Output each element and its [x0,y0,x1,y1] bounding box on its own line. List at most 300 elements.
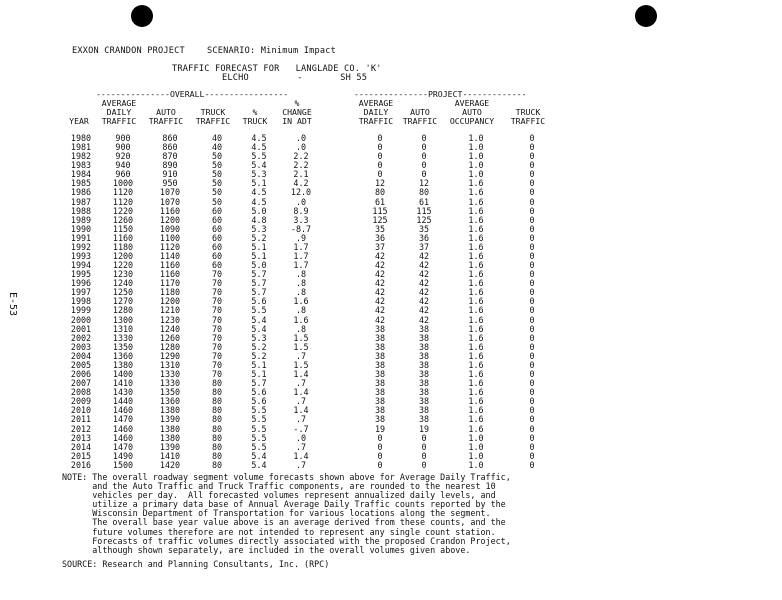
table-cell: 1.7 [293,260,309,271]
table-cell: 80 [211,378,223,389]
table-cell: .8 [295,269,307,280]
table-cell: 42 [374,296,386,307]
table-cell: 4.5 [251,133,267,143]
table-cell: 60 [211,241,223,252]
table-cell: 2015 [70,450,92,461]
table-cell: .7 [295,396,307,407]
table-cell: 1.0 [468,151,484,162]
table-cell: 1998 [70,296,92,307]
table-cell: 5.4 [251,160,267,171]
table-cell: 38 [374,396,386,407]
table-cell: 2000 [70,314,92,325]
table-cell: 38 [418,378,430,389]
table-cell: 1981 [70,142,92,153]
table-cell: 5.3 [251,223,267,234]
table-cell: 2012 [70,423,92,434]
table-cell: 1990 [70,223,92,234]
table-cell: 0 [529,305,535,316]
table-cell: 1.6 [468,332,484,343]
table-cell: 1270 [112,296,134,307]
table-cell: 1.6 [468,196,484,207]
table-cell: 1090 [159,223,181,234]
table-cell: 2.2 [293,160,309,171]
table-cell: 0 [529,241,535,252]
table-cell: 0 [529,341,535,352]
table-cell: 42 [374,305,386,316]
table-cell: 1.6 [293,296,309,307]
table-cell: 1200 [112,251,134,262]
table-cell: 1.0 [468,133,484,143]
table-cell: 1996 [70,278,92,289]
table-cell: 0 [529,423,535,434]
table-cell: .0 [295,432,307,443]
table-cell: 42 [418,260,430,271]
table-cell: 1150 [112,223,134,234]
table-cell: 1.6 [468,369,484,380]
table-cell: 1100 [159,232,181,243]
table-cell: 70 [211,323,223,334]
table-cell: 0 [529,387,535,398]
table-cell: 0 [529,160,535,171]
table-cell: 1310 [159,359,181,370]
table-cell: 42 [418,278,430,289]
table-cell: 4.5 [251,142,267,153]
table-cell: 50 [211,196,223,207]
table-cell: 1330 [159,369,181,380]
table-cell: 1330 [112,332,134,343]
table-cell: 0 [529,178,535,189]
table-cell: 42 [418,314,430,325]
table-cell: 5.4 [251,314,267,325]
table-cell: 38 [418,332,430,343]
table-cell: 0 [529,151,535,162]
table-cell: 1460 [112,405,134,416]
table-cell: 1.6 [468,396,484,407]
binder-hole-right [635,5,657,27]
table-cell: .0 [295,133,307,143]
table-cell: 1210 [159,305,181,316]
table-cell: 12 [418,178,430,189]
table-cell: 5.5 [251,423,267,434]
table-cell: 1985 [70,178,92,189]
table-cell: 0 [529,214,535,225]
table-cell: 70 [211,359,223,370]
table-cell: 1.6 [468,178,484,189]
project-group-header: ---------------PROJECT------------- [354,89,527,99]
table-cell: 12 [374,178,386,189]
table-cell: 0 [529,196,535,207]
table-cell: 1.4 [293,369,309,380]
table-cell: 12.0 [290,187,312,198]
table-cell: 1380 [159,432,181,443]
table-cell: 1.6 [468,296,484,307]
table-cell: 1360 [159,396,181,407]
table-cell: 2004 [70,350,92,361]
table-cell: 1330 [159,378,181,389]
column-header: TRUCK TRAFFIC [510,107,546,126]
table-cell: 5.1 [251,359,267,370]
column-header: AUTO TRAFFIC [148,107,184,126]
table-cell: .7 [295,378,307,389]
table-cell: 860 [162,142,178,153]
table-cell: 2008 [70,387,92,398]
table-cell: 42 [374,260,386,271]
table-cell: 1350 [112,341,134,352]
table-cell: 0 [529,450,535,461]
table-cell: 0 [529,232,535,243]
table-cell: 0 [529,260,535,271]
table-cell: 920 [115,151,131,162]
table-cell: 38 [418,369,430,380]
table-cell: 0 [529,332,535,343]
table-cell: 4.5 [251,187,267,198]
table-cell: 0 [529,414,535,425]
table-cell: 70 [211,341,223,352]
table-cell: 1120 [159,241,181,252]
table-cell: 1120 [112,187,134,198]
table-cell: 50 [211,178,223,189]
table-cell: 900 [115,133,131,143]
column-header: % CHANGE IN ADT [282,98,312,126]
table-cell: 0 [377,133,383,143]
table-cell: -8.7 [290,223,312,234]
table-cell: 60 [211,223,223,234]
table-cell: 4.5 [251,196,267,207]
table-note: NOTE: The overall roadway segment volume forecasts shown above for Average Daily Traffic, and the Auto Traffic and Truck Traffic components, are rounded to the nearest 10 vehicles per day. All forecasted volumes represent annualized daily levels, and utilize a primary data base of Annual Average Daily Traffic counts reported by the Wisconsin Department of Transportation for various locations along the segment. The overall base year value above is an average derived from these counts, and the future volumes therefore are not intended to represent any single count station. Forecasts of traffic volumes directly associated with the proposed Crandon Project, although shown separately, are included in the overall volumes given above. [62,472,511,555]
table-cell: 36 [418,232,430,243]
table-cell: 40 [211,142,223,153]
table-cell: 1.6 [468,414,484,425]
table-cell: 5.1 [251,369,267,380]
table-cell: 1470 [112,414,134,425]
table-cell: 2.1 [293,169,309,180]
table-cell: 0 [421,133,427,143]
table-cell: .8 [295,287,307,298]
table-cell: 2016 [70,459,92,470]
table-cell: 0 [421,151,427,162]
table-cell: 4.8 [251,214,267,225]
table-cell: 0 [529,323,535,334]
table-cell: 38 [418,359,430,370]
table-cell: .7 [295,350,307,361]
forecast-title: TRAFFIC FORECAST FOR LANGLADE CO. 'K' [172,64,382,74]
table-cell: 0 [529,441,535,452]
table-cell: 70 [211,369,223,380]
table-cell: 1.6 [468,305,484,316]
table-cell: 1987 [70,196,92,207]
table-cell: 5.5 [251,432,267,443]
table-cell: 42 [418,287,430,298]
table-cell: 1160 [159,269,181,280]
table-cell: 1995 [70,269,92,280]
table-cell: 0 [529,133,535,143]
table-cell: 0 [529,314,535,325]
table-cell: 1260 [159,332,181,343]
table-cell: 70 [211,332,223,343]
table-cell: 1410 [112,378,134,389]
table-cell: 5.0 [251,260,267,271]
table-cell: 70 [211,269,223,280]
table-cell: 1.0 [468,169,484,180]
table-cell: 38 [374,323,386,334]
table-cell: 1380 [159,405,181,416]
table-cell: 1410 [159,450,181,461]
table-cell: 38 [418,387,430,398]
table-cell: 1997 [70,287,92,298]
table-cell: 5.4 [251,450,267,461]
table-cell: 1994 [70,260,92,271]
table-cell: 0 [529,169,535,180]
table-cell: 1984 [70,169,92,180]
table-cell: 42 [374,314,386,325]
table-cell: 19 [374,423,386,434]
table-cell: 80 [211,396,223,407]
table-cell: 1.6 [468,251,484,262]
table-cell: 0 [529,369,535,380]
table-cell: 5.5 [251,305,267,316]
column-header: AVERAGE DAILY TRAFFIC [358,98,394,126]
table-cell: 36 [374,232,386,243]
table-cell: 0 [529,459,535,470]
table-cell: 0 [377,160,383,171]
overall-group-header: ---------------OVERALL----------------- [96,89,289,99]
table-cell: 0 [529,142,535,153]
table-cell: 50 [211,187,223,198]
table-cell: 38 [374,378,386,389]
forecast-segment: ELCHO - SH 55 [222,73,368,83]
table-cell: 1983 [70,160,92,171]
table-cell: 910 [162,169,178,180]
table-cell: 0 [377,169,383,180]
table-cell: 38 [418,414,430,425]
table-cell: 38 [374,332,386,343]
table-cell: 1.0 [468,450,484,461]
table-cell: 1380 [159,423,181,434]
table-cell: -.7 [293,423,309,434]
table-cell: 42 [418,269,430,280]
table-cell: 70 [211,305,223,316]
table-cell: 4.2 [293,178,309,189]
table-cell: 1120 [112,196,134,207]
table-cell: 38 [418,341,430,352]
table-cell: .7 [295,414,307,425]
column-header: AVERAGE AUTO OCCUPANCY [449,98,495,126]
table-cell: 0 [529,296,535,307]
table-cell: 1993 [70,251,92,262]
table-cell: 1.5 [293,341,309,352]
table-cell: 5.1 [251,251,267,262]
table-cell: 115 [372,205,388,216]
column-header: AVERAGE DAILY TRAFFIC [101,98,137,126]
table-cell: 42 [374,269,386,280]
table-cell: 38 [418,405,430,416]
table-cell: 1.0 [468,142,484,153]
table-cell: .0 [295,196,307,207]
table-cell: 5.6 [251,387,267,398]
table-cell: 1.0 [468,459,484,470]
table-cell: 0 [529,396,535,407]
table-cell: 1.6 [468,214,484,225]
table-cell: 1250 [112,287,134,298]
project-title: EXXON CRANDON PROJECT [72,46,185,56]
table-cell: 2005 [70,359,92,370]
table-cell: 8.9 [293,205,309,216]
table-cell: 40 [211,133,223,143]
table-cell: 0 [529,223,535,234]
table-cell: 1440 [112,396,134,407]
table-cell: 1.0 [468,160,484,171]
table-cell: 5.7 [251,378,267,389]
table-cell: 1220 [112,260,134,271]
table-cell: 1.6 [468,387,484,398]
table-cell: 1300 [112,314,134,325]
table-cell: 2013 [70,432,92,443]
table-cell: 0 [421,432,427,443]
table-cell: 2.2 [293,151,309,162]
table-cell: 1380 [112,359,134,370]
table-cell: 1230 [159,314,181,325]
table-cell: 1220 [112,205,134,216]
table-cell: 1140 [159,251,181,262]
table-cell: 5.3 [251,332,267,343]
table-cell: 5.6 [251,296,267,307]
table-cell: 1.4 [293,450,309,461]
table-cell: 1986 [70,187,92,198]
table-cell: 80 [211,405,223,416]
table-cell: 1.0 [468,441,484,452]
table-cell: 70 [211,350,223,361]
table-cell: 60 [211,232,223,243]
table-cell: 60 [211,214,223,225]
table-cell: 960 [115,169,131,180]
table-cell: 1400 [112,369,134,380]
page-number: E-53 [7,292,18,317]
table-cell: 125 [372,214,388,225]
table-cell: 38 [374,414,386,425]
table-cell: 0 [529,251,535,262]
table-cell: 1070 [159,196,181,207]
table-cell: 860 [162,133,178,143]
table-cell: 5.7 [251,287,267,298]
table-cell: 1.6 [468,405,484,416]
table-cell: 1.7 [293,251,309,262]
table-cell: 1.7 [293,241,309,252]
table-cell: 0 [529,350,535,361]
table-cell: 1430 [112,387,134,398]
table-cell: 940 [115,160,131,171]
table-cell: 0 [377,142,383,153]
table-cell: 60 [211,251,223,262]
table-cell: 1.6 [468,260,484,271]
table-cell: 38 [374,405,386,416]
table-cell: 1.6 [468,187,484,198]
table-cell: 0 [529,359,535,370]
table-cell: 5.2 [251,232,267,243]
table-cell: 0 [421,441,427,452]
table-cell: 0 [529,378,535,389]
table-cell: 1.6 [468,223,484,234]
column-header: % TRUCK [242,107,268,126]
table-cell: .7 [295,459,307,470]
table-cell: 1.6 [468,287,484,298]
table-cell: 0 [529,287,535,298]
table-cell: 1290 [159,350,181,361]
table-cell: 1991 [70,232,92,243]
table-cell: 2002 [70,332,92,343]
table-cell: 42 [374,251,386,262]
table-cell: 1460 [112,423,134,434]
table-cell: 1240 [159,323,181,334]
table-cell: 0 [529,278,535,289]
table-cell: 60 [211,205,223,216]
table-cell: 38 [374,350,386,361]
table-cell: 870 [162,151,178,162]
table-cell: 1.6 [468,232,484,243]
table-cell: 70 [211,314,223,325]
table-cell: 1490 [112,450,134,461]
table-cell: 1.4 [293,387,309,398]
table-cell: 0 [529,432,535,443]
table-cell: 38 [418,323,430,334]
table-cell: 1280 [112,305,134,316]
table-cell: 42 [374,278,386,289]
table-cell: 37 [418,241,430,252]
table-cell: 37 [374,241,386,252]
table-cell: 1260 [112,214,134,225]
table-cell: .8 [295,305,307,316]
table-cell: 80 [374,187,386,198]
table-cell: 0 [529,405,535,416]
table-cell: .9 [295,232,307,243]
table-cell: 38 [418,350,430,361]
table-cell: 5.5 [251,414,267,425]
table-cell: .7 [295,441,307,452]
table-cell: 5.0 [251,205,267,216]
table-cell: 0 [421,169,427,180]
table-cell: 1.6 [468,278,484,289]
table-cell: 2011 [70,414,92,425]
table-cell: 0 [377,450,383,461]
table-cell: 0 [377,459,383,470]
scenario-label: SCENARIO: Minimum Impact [207,46,336,56]
table-cell: 1.6 [468,205,484,216]
table-cell: 50 [211,169,223,180]
table-cell: 1230 [112,269,134,280]
traffic-forecast-table [62,134,554,470]
table-cell: 5.3 [251,169,267,180]
table-cell: 80 [211,432,223,443]
table-cell: 50 [211,151,223,162]
table-cell: 1420 [159,459,181,470]
table-cell: 1992 [70,241,92,252]
table-cell: 3.3 [293,214,309,225]
table-cell: 80 [418,187,430,198]
table-cell: 890 [162,160,178,171]
table-cell: 42 [418,296,430,307]
table-cell: 61 [374,196,386,207]
table-cell: 1.6 [468,423,484,434]
table-cell: 60 [211,260,223,271]
column-header: TRUCK TRAFFIC [195,107,231,126]
table-cell: 70 [211,287,223,298]
table-cell: 0 [421,142,427,153]
table-cell: 1160 [159,205,181,216]
table-cell: 35 [374,223,386,234]
binder-hole-left [131,5,153,27]
table-cell: 0 [529,205,535,216]
table-cell: .8 [295,323,307,334]
table-cell: 38 [374,359,386,370]
